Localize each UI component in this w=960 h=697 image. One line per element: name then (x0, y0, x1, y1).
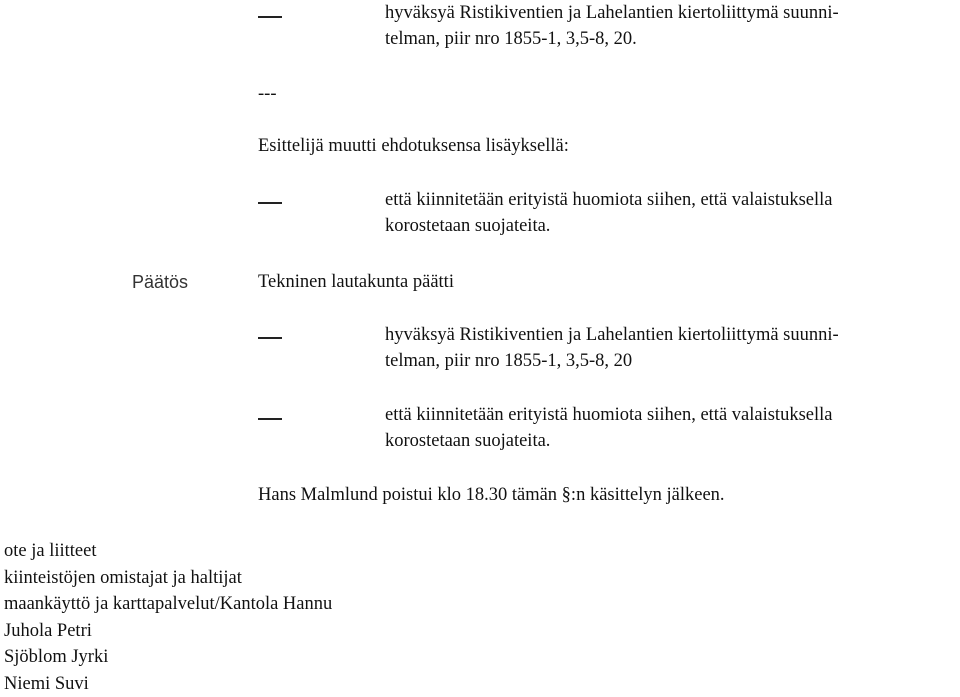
list-item (385, 0, 960, 52)
distribution-item: maankäyttö ja karttapalvelut/Kantola Hannu (4, 591, 332, 618)
list-item-line: korostetaan suojateita. (385, 213, 960, 239)
distribution-item: Sjöblom Jyrki (4, 644, 332, 671)
list-item-line: hyväksyä Ristikiventien ja Lahelantien kiertoliittymä suunni- (385, 322, 960, 348)
list-item-line: korostetaan suojateita. (385, 428, 960, 454)
list-dash (258, 418, 282, 420)
decision-note: Hans Malmlund poistui klo 18.30 tämän §:n käsittelyn jälkeen. (258, 482, 725, 508)
list-item (385, 322, 960, 374)
separator: --- (258, 81, 276, 107)
list-item (385, 187, 960, 239)
list-item-line: hyväksyä Ristikiventien ja Lahelantien kiertoliittymä suunni- (385, 0, 960, 26)
list-item-line: telman, piir nro 1855-1, 3,5-8, 20. (385, 26, 960, 52)
distribution-item: Niemi Suvi (4, 671, 332, 697)
list-item (385, 402, 960, 454)
distribution-item: kiinteistöjen omistajat ja haltijat (4, 565, 332, 592)
distribution-list (4, 538, 332, 697)
distribution-item: ote ja liitteet (4, 538, 332, 565)
distribution-item: Juhola Petri (4, 618, 332, 645)
list-item-line: että kiinnitetään erityistä huomiota siihen, että valaistuksella (385, 402, 960, 428)
decision-intro: Tekninen lautakunta päätti (258, 269, 454, 295)
list-dash (258, 16, 282, 18)
list-dash (258, 202, 282, 204)
list-item-line: että kiinnitetään erityistä huomiota siihen, että valaistuksella (385, 187, 960, 213)
list-dash (258, 337, 282, 339)
section-label: Päätös (132, 269, 188, 295)
amendment-intro: Esittelijä muutti ehdotuksensa lisäyksellä: (258, 133, 569, 159)
list-item-line: telman, piir nro 1855-1, 3,5-8, 20 (385, 348, 960, 374)
